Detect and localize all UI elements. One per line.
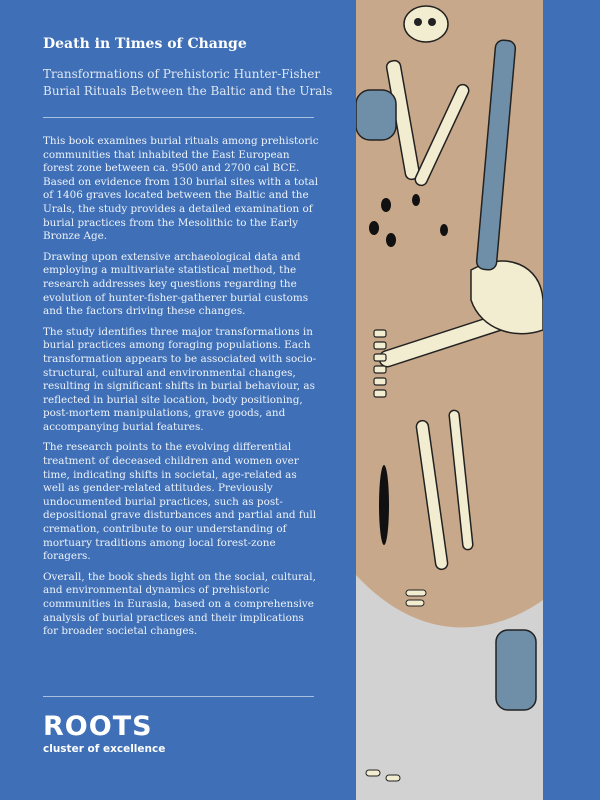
- skull-shape: [404, 6, 448, 42]
- skeleton-illustration: [356, 0, 543, 800]
- book-title: Death in Times of Change: [43, 36, 247, 52]
- right-margin: [543, 0, 600, 800]
- blurb-paragraph-2: Drawing upon extensive archaeological data and employing a multivariate statistical method, the research addresses key questions regarding the evolution of hunter-fisher-gatherer burial customs and the factors driving these changes.: [43, 250, 309, 318]
- logo-tagline: cluster of excellence: [43, 743, 166, 755]
- blurb-paragraph-1: This book examines burial rituals among prehistoric communities that inhabited the East European forest zone between ca. 9500 and 2700 cal BCE. Based on evidence from 130 burial sites with a total of 1406 graves located between the Baltic and the Urals, the study provides a detailed examination of burial practices from the Mesolithic to the Early Bronze Age.: [43, 135, 319, 243]
- divider-bottom: [43, 696, 314, 697]
- burial-illustration: [356, 0, 543, 800]
- blurb-paragraph-5: Overall, the book sheds light on the social, cultural, and environmental dynamics of prehistoric communities in Eurasia, based on a comprehensive analysis of burial practices and their implications for broader societal changes.: [43, 570, 316, 638]
- slate-skull: [496, 630, 536, 710]
- blurb-paragraph-4: The research points to the evolving differential treatment of deceased children and women over time, indicating shifts in societal, age-related as well as gender-related attitudes. Previously undocumented burial practices, such as post-depositional grave disturbances and partial and full cremation, contribute to our understanding of mortuary traditions among local forest-zone foragers.: [43, 441, 317, 563]
- blurb-paragraph-3: The study identifies three major transformations in burial practices among foraging populations. Each transformation appears to be associated with socio-structural, cultural and environmental changes, resulting in significant shifts in burial behaviour, as reflected in burial site location, body positioning, post-mortem manipulations, grave goods, and accompanying burial features.: [43, 325, 317, 433]
- logo-wordmark: ROOTS: [43, 711, 153, 742]
- blurb: [43, 135, 320, 646]
- scapula-slate: [356, 90, 396, 140]
- divider-top: [43, 117, 314, 118]
- roots-logo: [43, 713, 165, 755]
- book-subtitle: Transformations of Prehistoric Hunter-Fisher Burial Rituals Between the Baltic and the Urals: [43, 67, 333, 98]
